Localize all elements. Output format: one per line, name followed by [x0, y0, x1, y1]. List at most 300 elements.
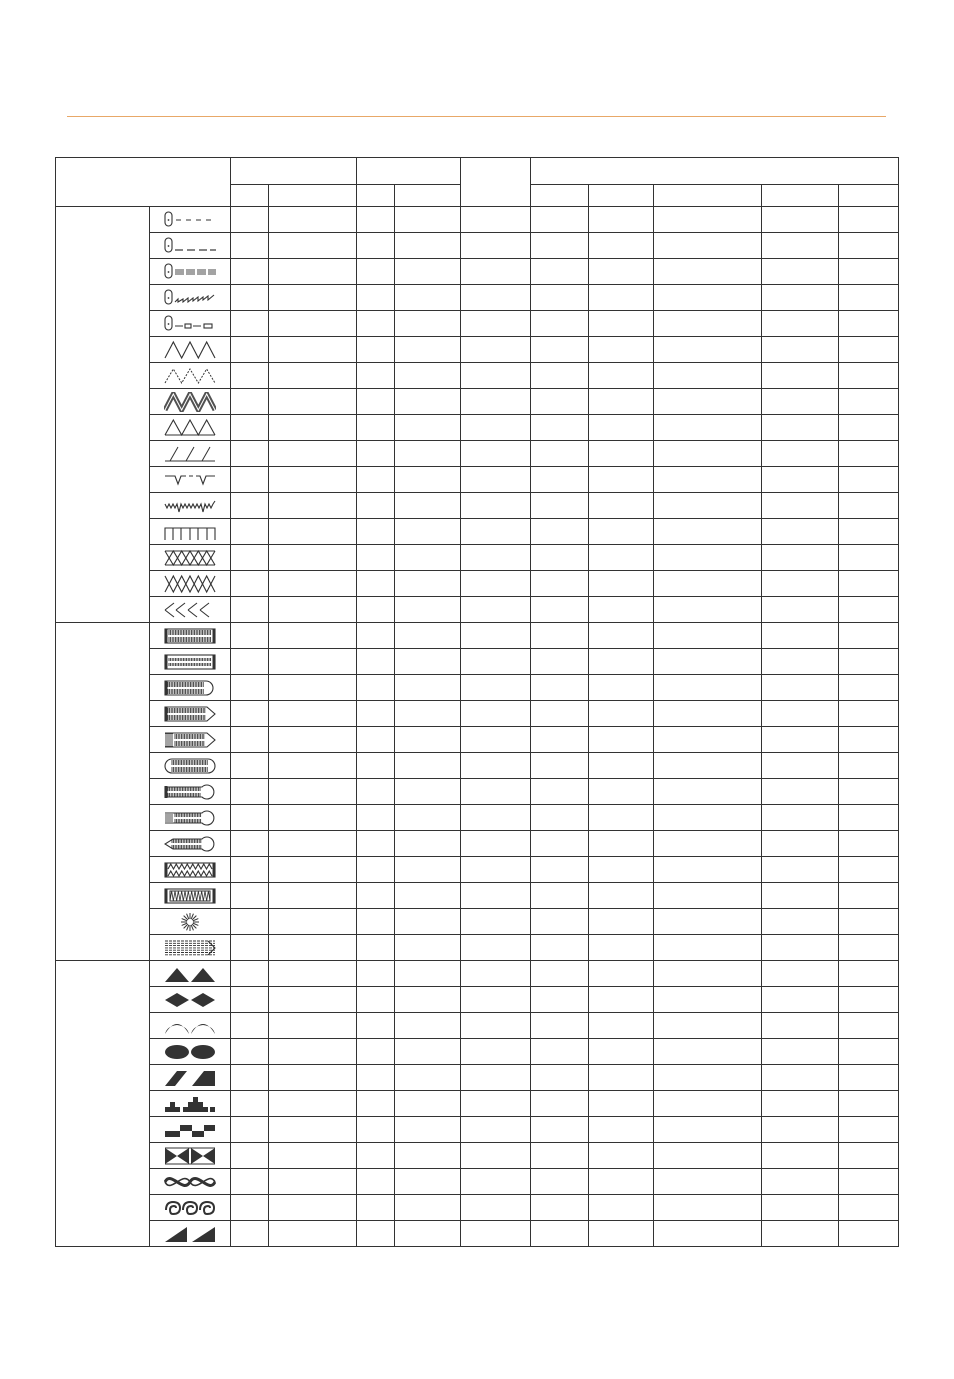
- table-cell: [231, 935, 269, 961]
- round-end-buttonhole-icon: [164, 678, 216, 698]
- table-cell: [531, 883, 589, 909]
- table-cell: [357, 1195, 395, 1221]
- stitch-cell: [150, 935, 231, 961]
- table-cell: [357, 649, 395, 675]
- table-cell: [461, 883, 531, 909]
- table-cell: [461, 1195, 531, 1221]
- table-cell: [531, 1143, 589, 1169]
- table-cell: [654, 1117, 762, 1143]
- table-cell: [589, 311, 654, 337]
- group-cell-decorative: [56, 961, 150, 1247]
- table-cell: [357, 233, 395, 259]
- table-cell: [531, 363, 589, 389]
- table-cell: [654, 1195, 762, 1221]
- table-cell: [762, 545, 839, 571]
- table-row: [56, 519, 899, 545]
- stitch-cell: [150, 519, 231, 545]
- table-cell: [395, 1091, 461, 1117]
- table-row: [56, 259, 899, 285]
- table-cell: [762, 1091, 839, 1117]
- table-cell: [461, 805, 531, 831]
- table-cell: [461, 1221, 531, 1247]
- table-cell: [461, 1065, 531, 1091]
- header-d2: [589, 185, 654, 207]
- table-cell: [461, 909, 531, 935]
- table-cell: [531, 493, 589, 519]
- corded-buttonhole-icon: [164, 886, 216, 906]
- table-cell: [839, 363, 899, 389]
- spiral-satin-icon: [164, 1198, 216, 1218]
- table-cell: [762, 805, 839, 831]
- table-cell: [357, 597, 395, 623]
- table-row: [56, 623, 899, 649]
- table-cell: [461, 545, 531, 571]
- table-cell: [395, 675, 461, 701]
- table-cell: [654, 909, 762, 935]
- tapered-buttonhole-icon: [164, 730, 216, 750]
- table-cell: [762, 701, 839, 727]
- table-cell: [531, 987, 589, 1013]
- table-cell: [269, 1091, 357, 1117]
- stitch-cell: [150, 1013, 231, 1039]
- stitch-cell: [150, 649, 231, 675]
- table-cell: [269, 389, 357, 415]
- table-cell: [231, 337, 269, 363]
- table-cell: [839, 727, 899, 753]
- table-cell: [762, 649, 839, 675]
- table-cell: [461, 857, 531, 883]
- table-cell: [269, 1013, 357, 1039]
- table-cell: [269, 987, 357, 1013]
- table-cell: [269, 649, 357, 675]
- table-cell: [839, 1195, 899, 1221]
- table-cell: [531, 1065, 589, 1091]
- table-cell: [654, 649, 762, 675]
- table-row: [56, 727, 899, 753]
- table-cell: [762, 389, 839, 415]
- table-cell: [461, 389, 531, 415]
- table-cell: [654, 1039, 762, 1065]
- table-cell: [395, 571, 461, 597]
- table-cell: [589, 831, 654, 857]
- table-cell: [589, 1013, 654, 1039]
- table-cell: [589, 805, 654, 831]
- stitch-cell: [150, 389, 231, 415]
- multi-step-zigzag-stitch-icon: [164, 366, 216, 386]
- table-cell: [461, 207, 531, 233]
- header-d5: [839, 185, 899, 207]
- stitch-cell: [150, 441, 231, 467]
- table-cell: [395, 1039, 461, 1065]
- table-cell: [461, 935, 531, 961]
- table-cell: [231, 493, 269, 519]
- table-cell: [531, 285, 589, 311]
- table-cell: [231, 831, 269, 857]
- table-cell: [395, 935, 461, 961]
- table-cell: [762, 441, 839, 467]
- table-cell: [231, 909, 269, 935]
- triple-zigzag-stitch-icon: [164, 392, 216, 412]
- table-cell: [762, 1039, 839, 1065]
- table-cell: [231, 259, 269, 285]
- stitch-cell: [150, 675, 231, 701]
- header-rule: [67, 116, 886, 117]
- table-cell: [357, 831, 395, 857]
- table-cell: [269, 337, 357, 363]
- bar-buttonhole-icon: [164, 652, 216, 672]
- table-row: [56, 415, 899, 441]
- table-cell: [839, 1117, 899, 1143]
- stitch-cell: [150, 1117, 231, 1143]
- table-cell: [461, 1169, 531, 1195]
- table-row: [56, 935, 899, 961]
- stitch-cell: [150, 1065, 231, 1091]
- table-cell: [461, 701, 531, 727]
- table-cell: [839, 519, 899, 545]
- blind-hem-stitch-icon: [164, 470, 216, 490]
- header-d4: [762, 185, 839, 207]
- stitch-cell: [150, 545, 231, 571]
- triple-straight-stitch-icon: [164, 262, 216, 282]
- stitch-cell: [150, 857, 231, 883]
- table-cell: [839, 675, 899, 701]
- table-cell: [589, 701, 654, 727]
- table-cell: [269, 805, 357, 831]
- header-b1: [357, 185, 395, 207]
- table-cell: [357, 1013, 395, 1039]
- table-cell: [269, 415, 357, 441]
- table-cell: [231, 415, 269, 441]
- table-cell: [461, 987, 531, 1013]
- table-row: [56, 675, 899, 701]
- table-cell: [654, 1221, 762, 1247]
- table-cell: [395, 961, 461, 987]
- table-cell: [269, 363, 357, 389]
- table-cell: [839, 597, 899, 623]
- table-cell: [531, 623, 589, 649]
- sawtooth-satin-icon: [164, 1224, 216, 1244]
- table-cell: [357, 337, 395, 363]
- table-cell: [231, 1221, 269, 1247]
- table-cell: [762, 1221, 839, 1247]
- table-cell: [395, 545, 461, 571]
- straight-stitch-short-icon: [164, 210, 216, 230]
- table-cell: [762, 415, 839, 441]
- stitch-cell: [150, 493, 231, 519]
- table-row: [56, 285, 899, 311]
- table-cell: [654, 337, 762, 363]
- header-stitch: [56, 158, 231, 207]
- table-cell: [589, 1169, 654, 1195]
- table-cell: [461, 675, 531, 701]
- header-a1: [231, 185, 269, 207]
- table-cell: [839, 753, 899, 779]
- table-cell: [231, 285, 269, 311]
- table-cell: [531, 597, 589, 623]
- stitch-cell: [150, 467, 231, 493]
- table-cell: [461, 571, 531, 597]
- table-cell: [395, 909, 461, 935]
- table-cell: [654, 571, 762, 597]
- table-cell: [762, 1013, 839, 1039]
- table-cell: [269, 285, 357, 311]
- table-cell: [762, 623, 839, 649]
- table-cell: [395, 1013, 461, 1039]
- table-cell: [654, 857, 762, 883]
- table-cell: [839, 571, 899, 597]
- table-cell: [461, 727, 531, 753]
- zigzag-stitch-icon: [164, 340, 216, 360]
- table-cell: [762, 1169, 839, 1195]
- table-cell: [395, 987, 461, 1013]
- group-cell-buttonhole: [56, 623, 150, 961]
- table-cell: [231, 441, 269, 467]
- table-cell: [839, 493, 899, 519]
- table-cell: [269, 1065, 357, 1091]
- parallelogram-satin-icon: [164, 1068, 216, 1088]
- stepped-block-satin-icon: [164, 1094, 216, 1114]
- arrow-keyhole-buttonhole-icon: [164, 834, 216, 854]
- table-cell: [839, 909, 899, 935]
- mountain-satin-icon: [164, 964, 216, 984]
- table-cell: [762, 883, 839, 909]
- header-a2: [269, 185, 357, 207]
- table-cell: [395, 805, 461, 831]
- table-cell: [231, 805, 269, 831]
- table-row: [56, 883, 899, 909]
- overlock-stitch-icon: [164, 522, 216, 542]
- table-cell: [531, 857, 589, 883]
- table-cell: [762, 285, 839, 311]
- table-cell: [531, 805, 589, 831]
- table-cell: [269, 935, 357, 961]
- arch-satin-icon: [164, 1016, 216, 1036]
- table-cell: [839, 857, 899, 883]
- table-cell: [357, 909, 395, 935]
- table-cell: [231, 727, 269, 753]
- table-cell: [231, 987, 269, 1013]
- table-cell: [762, 831, 839, 857]
- stretch-straight-stitch-icon: [164, 288, 216, 308]
- table-cell: [231, 1143, 269, 1169]
- table-cell: [395, 857, 461, 883]
- header-d1: [531, 185, 589, 207]
- table-cell: [839, 1221, 899, 1247]
- table-cell: [231, 1065, 269, 1091]
- straight-stitch-icon: [164, 236, 216, 256]
- table-cell: [589, 493, 654, 519]
- table-cell: [839, 831, 899, 857]
- table-cell: [231, 961, 269, 987]
- table-cell: [654, 935, 762, 961]
- table-cell: [654, 311, 762, 337]
- table-cell: [654, 389, 762, 415]
- table-cell: [654, 259, 762, 285]
- table-cell: [762, 467, 839, 493]
- table-cell: [269, 259, 357, 285]
- table-cell: [357, 415, 395, 441]
- table-cell: [231, 623, 269, 649]
- table-cell: [654, 467, 762, 493]
- table-cell: [357, 1143, 395, 1169]
- table-row: [56, 545, 899, 571]
- pointed-end-buttonhole-icon: [164, 704, 216, 724]
- table-cell: [357, 727, 395, 753]
- table-cell: [589, 909, 654, 935]
- table-cell: [357, 519, 395, 545]
- table-row: [56, 1117, 899, 1143]
- table-cell: [269, 1039, 357, 1065]
- table-cell: [762, 233, 839, 259]
- table-cell: [395, 415, 461, 441]
- table-cell: [654, 779, 762, 805]
- table-cell: [654, 519, 762, 545]
- stitch-cell: [150, 415, 231, 441]
- table-cell: [654, 753, 762, 779]
- table-cell: [357, 1091, 395, 1117]
- stitch-cell: [150, 961, 231, 987]
- table-cell: [461, 597, 531, 623]
- table-cell: [395, 883, 461, 909]
- table-cell: [531, 727, 589, 753]
- table-cell: [461, 337, 531, 363]
- stitch-cell: [150, 259, 231, 285]
- table-cell: [762, 311, 839, 337]
- table-row: [56, 753, 899, 779]
- table-cell: [589, 233, 654, 259]
- table-cell: [357, 935, 395, 961]
- table-cell: [839, 285, 899, 311]
- keyhole-buttonhole-icon: [164, 782, 216, 802]
- table-cell: [395, 623, 461, 649]
- table-row: [56, 1013, 899, 1039]
- table-cell: [654, 597, 762, 623]
- table-row: [56, 1143, 899, 1169]
- table-cell: [395, 285, 461, 311]
- table-cell: [654, 1143, 762, 1169]
- table-cell: [531, 779, 589, 805]
- stitch-cell: [150, 805, 231, 831]
- table-row: [56, 987, 899, 1013]
- table-cell: [357, 883, 395, 909]
- checker-block-satin-icon: [164, 1120, 216, 1140]
- table-cell: [531, 441, 589, 467]
- table-cell: [839, 441, 899, 467]
- table-cell: [762, 1143, 839, 1169]
- stitch-cell: [150, 987, 231, 1013]
- table-cell: [589, 623, 654, 649]
- stitch-cell: [150, 571, 231, 597]
- table-cell: [654, 363, 762, 389]
- table-cell: [395, 467, 461, 493]
- table-cell: [762, 259, 839, 285]
- table-cell: [395, 311, 461, 337]
- table-cell: [357, 1117, 395, 1143]
- table-cell: [231, 1195, 269, 1221]
- table-cell: [231, 1117, 269, 1143]
- table-cell: [231, 363, 269, 389]
- table-cell: [269, 597, 357, 623]
- table-row: [56, 701, 899, 727]
- table-cell: [269, 857, 357, 883]
- table-cell: [839, 545, 899, 571]
- stitch-cell: [150, 363, 231, 389]
- table-cell: [589, 415, 654, 441]
- table-row: [56, 779, 899, 805]
- table-cell: [357, 675, 395, 701]
- darning-stitch-icon: [164, 938, 216, 958]
- table-cell: [589, 1117, 654, 1143]
- header-b2: [395, 185, 461, 207]
- table-cell: [654, 1065, 762, 1091]
- table-cell: [531, 753, 589, 779]
- table-row: [56, 441, 899, 467]
- table-cell: [357, 441, 395, 467]
- table-cell: [654, 623, 762, 649]
- table-cell: [461, 441, 531, 467]
- table-cell: [461, 831, 531, 857]
- basting-stitch-icon: [164, 314, 216, 334]
- table-cell: [395, 1143, 461, 1169]
- table-cell: [357, 1039, 395, 1065]
- table-cell: [231, 311, 269, 337]
- table-row: [56, 311, 899, 337]
- table-cell: [357, 961, 395, 987]
- stitch-cell: [150, 311, 231, 337]
- table-cell: [654, 1013, 762, 1039]
- table-cell: [762, 753, 839, 779]
- table-row: [56, 233, 899, 259]
- table-cell: [762, 363, 839, 389]
- table-cell: [762, 675, 839, 701]
- table-cell: [357, 623, 395, 649]
- table-cell: [357, 987, 395, 1013]
- table-cell: [395, 1169, 461, 1195]
- table-cell: [839, 649, 899, 675]
- table-cell: [531, 961, 589, 987]
- table-cell: [654, 805, 762, 831]
- table-cell: [357, 493, 395, 519]
- table-cell: [531, 1195, 589, 1221]
- table-cell: [762, 1117, 839, 1143]
- table-cell: [395, 1195, 461, 1221]
- table-cell: [839, 207, 899, 233]
- table-cell: [461, 259, 531, 285]
- table-cell: [839, 805, 899, 831]
- stitch-cell: [150, 207, 231, 233]
- table-cell: [762, 779, 839, 805]
- stitch-cell: [150, 623, 231, 649]
- table-cell: [589, 987, 654, 1013]
- table-row: [56, 1195, 899, 1221]
- table-cell: [461, 623, 531, 649]
- table-cell: [654, 207, 762, 233]
- stitch-table: [55, 157, 899, 1247]
- table-row: [56, 1091, 899, 1117]
- table-cell: [231, 883, 269, 909]
- table-cell: [531, 415, 589, 441]
- table-cell: [357, 311, 395, 337]
- diamond-satin-icon: [164, 990, 216, 1010]
- table-cell: [461, 1091, 531, 1117]
- table-cell: [839, 467, 899, 493]
- table-cell: [654, 987, 762, 1013]
- table-cell: [357, 1221, 395, 1247]
- table-cell: [589, 259, 654, 285]
- table-cell: [589, 1039, 654, 1065]
- table-cell: [395, 207, 461, 233]
- table-cell: [839, 623, 899, 649]
